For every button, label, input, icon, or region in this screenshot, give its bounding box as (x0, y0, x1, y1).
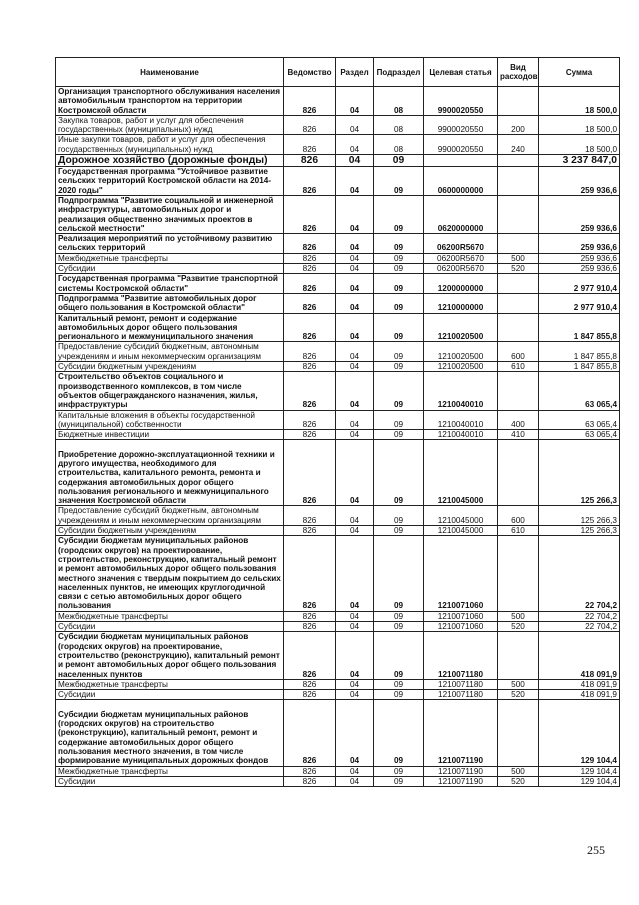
row-expense-type: 610 (498, 362, 539, 372)
row-section: 04 (336, 632, 374, 680)
row-expense-type: 410 (498, 430, 539, 440)
row-subsection: 09 (374, 430, 424, 440)
row-section: 04 (336, 372, 374, 410)
row-sum: 259 936,6 (539, 195, 620, 233)
row-sum: 2 977 910,4 (539, 293, 620, 313)
row-expense-type (498, 536, 539, 611)
row-expense-type (498, 313, 539, 342)
row-sum: 259 936,6 (539, 167, 620, 196)
row-dept: 826 (284, 274, 336, 294)
row-name: Субсидии бюджетным учреждениям (56, 362, 284, 372)
row-section: 04 (336, 274, 374, 294)
row-dept: 826 (284, 234, 336, 254)
row-subsection: 09 (374, 440, 424, 506)
row-subsection: 09 (374, 234, 424, 254)
row-expense-type: 600 (498, 342, 539, 362)
table-row (56, 410, 620, 430)
row-target: 1210020500 (424, 362, 498, 372)
row-dept: 826 (284, 313, 336, 342)
row-section: 04 (336, 430, 374, 440)
table-row (56, 362, 620, 372)
row-subsection: 08 (374, 115, 424, 135)
row-dept: 826 (284, 410, 336, 430)
row-expense-type (498, 195, 539, 233)
row-name: Субсидии (56, 776, 284, 786)
budget-table (55, 57, 620, 787)
table-row (56, 342, 620, 362)
row-section: 04 (336, 440, 374, 506)
row-expense-type: 500 (498, 253, 539, 263)
row-dept: 826 (284, 293, 336, 313)
row-sum: 63 065,4 (539, 430, 620, 440)
row-dept: 826 (284, 167, 336, 196)
row-sum: 125 266,3 (539, 506, 620, 526)
row-sum: 1 847 855,8 (539, 362, 620, 372)
row-name: Субсидии бюджетным учреждениям (56, 526, 284, 536)
row-sum: 63 065,4 (539, 372, 620, 410)
row-dept: 826 (284, 342, 336, 362)
row-name: Предоставление субсидий бюджетным, автономным учреждениям и иным некоммерческим организациям (56, 342, 284, 362)
row-section: 04 (336, 506, 374, 526)
row-subsection: 09 (374, 155, 424, 167)
row-target: 06200R5670 (424, 264, 498, 274)
header-sum: Сумма (539, 58, 620, 87)
table-row (56, 372, 620, 410)
row-section: 04 (336, 135, 374, 155)
row-section: 04 (336, 264, 374, 274)
table-row (56, 776, 620, 786)
page-number: 255 (587, 843, 605, 857)
row-dept: 826 (284, 87, 336, 116)
row-name: Государственная программа "Устойчивое развитие сельских территорий Костромской области на 2014-2020 годы" (56, 167, 284, 196)
row-expense-type: 610 (498, 526, 539, 536)
row-target: 0620000000 (424, 195, 498, 233)
row-target: 1210071180 (424, 679, 498, 689)
row-name: Межбюджетные трансферты (56, 611, 284, 621)
row-expense-type: 520 (498, 776, 539, 786)
header-target: Целевая статья (424, 58, 498, 87)
table-row (56, 253, 620, 263)
row-section: 04 (336, 776, 374, 786)
row-sum: 129 104,4 (539, 700, 620, 766)
row-subsection: 09 (374, 766, 424, 776)
row-dept: 826 (284, 690, 336, 700)
row-dept: 826 (284, 776, 336, 786)
row-subsection: 09 (374, 690, 424, 700)
row-section: 04 (336, 155, 374, 167)
table-row (56, 430, 620, 440)
row-section: 04 (336, 87, 374, 116)
row-target: 1210020500 (424, 313, 498, 342)
table-row (56, 536, 620, 611)
row-expense-type: 240 (498, 135, 539, 155)
row-section: 04 (336, 410, 374, 430)
row-subsection: 09 (374, 264, 424, 274)
row-sum: 2 977 910,4 (539, 274, 620, 294)
table-row (56, 195, 620, 233)
row-expense-type (498, 293, 539, 313)
row-name: Межбюджетные трансферты (56, 766, 284, 776)
row-sum: 418 091,9 (539, 632, 620, 680)
row-target: 1210071060 (424, 611, 498, 621)
table-row (56, 526, 620, 536)
header-expense-type: Вид расходов (498, 58, 539, 87)
row-sum: 22 704,2 (539, 611, 620, 621)
table-row (56, 167, 620, 196)
row-name: Подпрограмма "Развитие автомобильных дорог общего пользования в Костромской области" (56, 293, 284, 313)
row-target: 1210040010 (424, 410, 498, 430)
row-name: Предоставление субсидий бюджетным, автономным учреждениям и иным некоммерческим организациям (56, 506, 284, 526)
row-subsection: 09 (374, 536, 424, 611)
row-name: Субсидии бюджетам муниципальных районов (городских округов) на проектирование, строительство, реконструкцию, капитальный ремонт и ремонт автомобильных дорог общего пользования местного значения с твердым покрытием до сельских населенных пунктов, не имеющих круглогодичной связи с сетью автомобильных дорог общего пользования (56, 536, 284, 611)
table-row (56, 766, 620, 776)
row-target: 1210045000 (424, 506, 498, 526)
row-subsection: 09 (374, 700, 424, 766)
row-dept: 826 (284, 135, 336, 155)
row-dept: 826 (284, 155, 336, 167)
row-expense-type (498, 440, 539, 506)
row-section: 04 (336, 679, 374, 689)
row-sum: 125 266,3 (539, 526, 620, 536)
row-expense-type (498, 167, 539, 196)
row-dept: 826 (284, 372, 336, 410)
row-subsection: 09 (374, 632, 424, 680)
row-target: 1210071190 (424, 776, 498, 786)
row-sum: 18 500,0 (539, 115, 620, 135)
row-expense-type: 520 (498, 622, 539, 632)
row-sum: 129 104,4 (539, 776, 620, 786)
row-name: Строительство объектов социального и производственного комплексов, в том числе объектов общегражданского назначения, жилья, инфраструктуры (56, 372, 284, 410)
row-sum: 63 065,4 (539, 410, 620, 430)
table-row (56, 135, 620, 155)
row-subsection: 09 (374, 195, 424, 233)
row-subsection: 09 (374, 526, 424, 536)
row-name: Подпрограмма "Развитие социальной и инженерной инфраструктуры, автомобильных дорог и реализация общественно значимых проектов в сельской местности" (56, 195, 284, 233)
table-row (56, 690, 620, 700)
row-name: Бюджетные инвестиции (56, 430, 284, 440)
row-expense-type: 600 (498, 506, 539, 526)
row-dept: 826 (284, 440, 336, 506)
row-target: 9900020550 (424, 115, 498, 135)
row-name: Межбюджетные трансферты (56, 679, 284, 689)
row-expense-type: 200 (498, 115, 539, 135)
table-row (56, 87, 620, 116)
row-name: Капитальный ремонт, ремонт и содержание автомобильных дорог общего пользования регионального и межмуниципального значения (56, 313, 284, 342)
row-expense-type: 500 (498, 611, 539, 621)
row-dept: 826 (284, 622, 336, 632)
row-target: 1210045000 (424, 440, 498, 506)
row-dept: 826 (284, 430, 336, 440)
row-target: 1210000000 (424, 293, 498, 313)
row-sum: 22 704,2 (539, 536, 620, 611)
table-row (56, 611, 620, 621)
row-dept: 826 (284, 264, 336, 274)
row-sum: 18 500,0 (539, 135, 620, 155)
row-name: Реализация мероприятий по устойчивому развитию сельских территорий (56, 234, 284, 254)
row-sum: 129 104,4 (539, 766, 620, 776)
row-target: 0600000000 (424, 167, 498, 196)
row-target: 1210071190 (424, 766, 498, 776)
row-dept: 826 (284, 632, 336, 680)
row-sum: 18 500,0 (539, 87, 620, 116)
row-sum: 1 847 855,8 (539, 342, 620, 362)
row-section: 04 (336, 622, 374, 632)
table-row (56, 115, 620, 135)
header-section: Раздел (336, 58, 374, 87)
row-name: Организация транспортного обслуживания населения автомобильным транспортом на территории Костромской области (56, 87, 284, 116)
table-row (56, 274, 620, 294)
row-subsection: 09 (374, 776, 424, 786)
row-expense-type: 520 (498, 690, 539, 700)
row-section: 04 (336, 766, 374, 776)
row-name: Иные закупки товаров, работ и услуг для обеспечения государственных (муниципальных) нужд (56, 135, 284, 155)
row-section: 04 (336, 293, 374, 313)
row-expense-type: 500 (498, 679, 539, 689)
row-expense-type (498, 234, 539, 254)
row-target: 1210071180 (424, 632, 498, 680)
table-header-row (56, 58, 620, 87)
header-subsection: Подраздел (374, 58, 424, 87)
row-subsection: 08 (374, 87, 424, 116)
row-target: 9900020550 (424, 135, 498, 155)
row-subsection: 09 (374, 410, 424, 430)
row-sum: 259 936,6 (539, 253, 620, 263)
row-name: Государственная программа "Развитие транспортной системы Костромской области" (56, 274, 284, 294)
row-dept: 826 (284, 115, 336, 135)
row-sum: 259 936,6 (539, 264, 620, 274)
table-row (56, 632, 620, 680)
row-sum: 125 266,3 (539, 440, 620, 506)
header-dept: Ведомство (284, 58, 336, 87)
table-body (56, 87, 620, 787)
row-name: Субсидии (56, 690, 284, 700)
row-subsection: 09 (374, 362, 424, 372)
row-target: 1210071060 (424, 622, 498, 632)
row-dept: 826 (284, 362, 336, 372)
row-expense-type: 400 (498, 410, 539, 430)
table-row (56, 700, 620, 766)
row-dept: 826 (284, 526, 336, 536)
row-sum: 418 091,9 (539, 690, 620, 700)
row-name: Капитальные вложения в объекты государственной (муниципальной) собственности (56, 410, 284, 430)
row-expense-type (498, 372, 539, 410)
table-row (56, 234, 620, 254)
row-subsection: 09 (374, 167, 424, 196)
row-subsection: 09 (374, 313, 424, 342)
row-dept: 826 (284, 536, 336, 611)
row-dept: 826 (284, 253, 336, 263)
row-section: 04 (336, 536, 374, 611)
row-sum: 3 237 847,0 (539, 155, 620, 167)
row-target: 1210040010 (424, 372, 498, 410)
table-row (56, 440, 620, 506)
row-section: 04 (336, 115, 374, 135)
row-section: 04 (336, 342, 374, 362)
row-expense-type: 500 (498, 766, 539, 776)
row-section: 04 (336, 362, 374, 372)
header-name: Наименование (56, 58, 284, 87)
table-row (56, 264, 620, 274)
row-section: 04 (336, 313, 374, 342)
row-name: Дорожное хозяйство (дорожные фонды) (56, 155, 284, 167)
row-target (424, 155, 498, 167)
row-target: 1210071180 (424, 690, 498, 700)
row-expense-type (498, 87, 539, 116)
table-row (56, 313, 620, 342)
row-dept: 826 (284, 611, 336, 621)
table-row (56, 679, 620, 689)
row-subsection: 09 (374, 274, 424, 294)
row-section: 04 (336, 700, 374, 766)
row-section: 04 (336, 167, 374, 196)
table-row (56, 293, 620, 313)
row-name: Приобретение дорожно-эксплуатационной техники и другого имущества, необходимого для строительства, капитального ремонта, ремонта и содержания автомобильных дорог общего пользования регионального и межмуниципального значения Костромской области (56, 440, 284, 506)
row-target: 1210071190 (424, 700, 498, 766)
row-target: 9900020550 (424, 87, 498, 116)
row-section: 04 (336, 234, 374, 254)
row-expense-type: 520 (498, 264, 539, 274)
table-row (56, 155, 620, 167)
row-target: 1210071060 (424, 536, 498, 611)
row-subsection: 09 (374, 622, 424, 632)
row-section: 04 (336, 526, 374, 536)
table-row (56, 622, 620, 632)
row-target: 06200R5670 (424, 234, 498, 254)
row-expense-type (498, 155, 539, 167)
row-subsection: 09 (374, 372, 424, 410)
row-dept: 826 (284, 700, 336, 766)
row-dept: 826 (284, 679, 336, 689)
row-section: 04 (336, 195, 374, 233)
row-subsection: 09 (374, 253, 424, 263)
row-name: Межбюджетные трансферты (56, 253, 284, 263)
row-section: 04 (336, 690, 374, 700)
row-section: 04 (336, 611, 374, 621)
row-sum: 1 847 855,8 (539, 313, 620, 342)
row-section: 04 (336, 253, 374, 263)
row-target: 1210040010 (424, 430, 498, 440)
row-expense-type (498, 700, 539, 766)
row-expense-type (498, 274, 539, 294)
table-row (56, 506, 620, 526)
row-subsection: 09 (374, 506, 424, 526)
row-name: Субсидии бюджетам муниципальных районов (городских округов) на строительство (реконструкцию), капитальный ремонт, ремонт и содержание автомобильных дорог общего пользования местного значения, в том числе формирование муниципальных дорожных фондов (56, 700, 284, 766)
row-sum: 418 091,9 (539, 679, 620, 689)
row-name: Субсидии бюджетам муниципальных районов (городских округов) на проектирование, строительство (реконструкцию), капитальный ремонт и ремонт автомобильных дорог общего пользования населенных пунктов (56, 632, 284, 680)
row-expense-type (498, 632, 539, 680)
row-dept: 826 (284, 766, 336, 776)
row-subsection: 09 (374, 611, 424, 621)
row-sum: 22 704,2 (539, 622, 620, 632)
row-sum: 259 936,6 (539, 234, 620, 254)
row-target: 1210045000 (424, 526, 498, 536)
row-name: Закупка товаров, работ и услуг для обеспечения государственных (муниципальных) нужд (56, 115, 284, 135)
row-subsection: 08 (374, 135, 424, 155)
row-subsection: 09 (374, 342, 424, 362)
row-target: 1200000000 (424, 274, 498, 294)
row-subsection: 09 (374, 293, 424, 313)
row-dept: 826 (284, 195, 336, 233)
row-dept: 826 (284, 506, 336, 526)
row-name: Субсидии (56, 264, 284, 274)
row-subsection: 09 (374, 679, 424, 689)
row-target: 06200R5670 (424, 253, 498, 263)
row-name: Субсидии (56, 622, 284, 632)
row-target: 1210020500 (424, 342, 498, 362)
